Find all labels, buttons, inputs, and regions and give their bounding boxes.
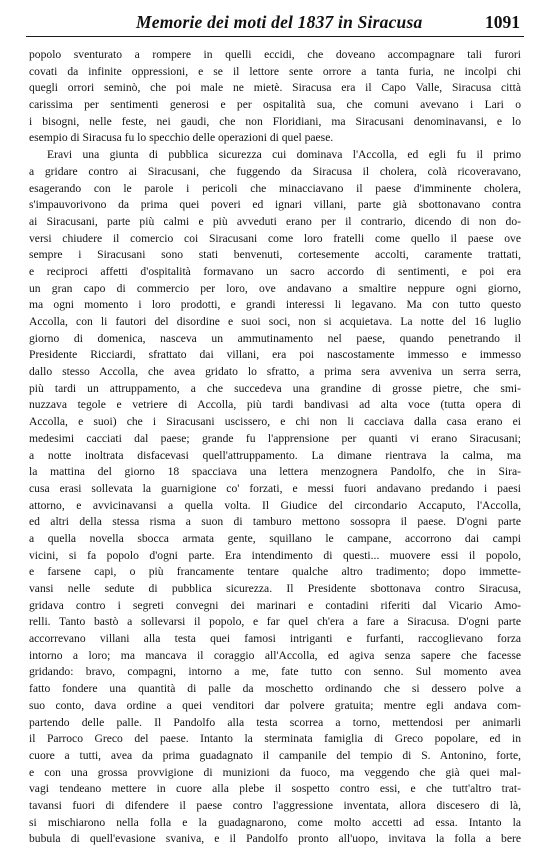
text-line: giorno di domenica, nasceva un ammutinamento nel paese, quando penetrando il xyxy=(29,331,521,345)
text-line: si mischiarono nella folla e la guadagnarono, come molto accetti ad essa. Intanto la xyxy=(29,815,521,829)
text-line: a quella novella sbocca armata gente, squillano le campane, accorrono dai campi xyxy=(29,531,521,545)
text-line: fatto fondere una quantità di palle da moschetto ordinando che si dessero polve a xyxy=(29,682,521,696)
text-line: relli. Tanto bastò a sollevarsi il popolo, e far quel ch'era a fare a Siracusa. D'ogni parte xyxy=(29,615,521,629)
text-line: la mattina del giorno 18 spacciava una lettera menzognera Pandolfo, che in Sira- xyxy=(29,465,521,479)
text-line: s'impauvorivono da prima quei poveri ed ignari villani, parte già sbottonavano contra xyxy=(29,198,521,212)
text-line: un gran capo di commercio per loro, ove andavano a smaltire neppure ogni giorno, xyxy=(29,281,521,295)
text-line: bubula di quell'evasione svaniva, e il Pandolfo pronto all'uopo, invitava la folla a bere xyxy=(29,832,521,846)
text-line: Accolla, e suoi) che i Siracusani uscissero, e chi non li cacciava dalla casa erano ei xyxy=(29,415,521,429)
text-line: attorno, e avvicinavansi a quella volta. Il Giudice del circondario Accaputo, l'Accolla, xyxy=(29,498,521,512)
text-line: a notte inoltrata disfacevasi quell'attruppamento. La dimane rientrava la calma, ma xyxy=(29,448,521,462)
text-line: tavansi fuori di difendere il paese contro l'aggressione inventata, allora discesero di là, xyxy=(29,798,521,812)
paragraph-first-line: Eravi una giunta di pubblica sicurezza cui dominava l'Accolla, ed egli fu il primo xyxy=(47,148,521,162)
text-line: più tardi un attruppamento, a che succedeva una grandine di grosse pietre, che smi- xyxy=(29,381,521,395)
text-line: nuzzava tegole e vetriere di Accolla, più tardi bandivasi ad alta voce (tutta opera di xyxy=(29,398,521,412)
running-title: Memorie dei moti del 1837 in Siracusa xyxy=(136,12,423,32)
text-line: gridava contro i segreti convegni dei marinari e contadini riferiti dal Vicario Amo- xyxy=(29,598,521,612)
text-line: e reciproci affetti d'ospitalità formavano un sacro accordo di sentimenti, e poi era xyxy=(29,264,521,278)
text-line: gridando: bravo, compagni, intorno a me, fate tutto con senno. Sul momento avea xyxy=(29,665,521,679)
text-line: cusa erasi sollevata la guarnigione co' forzati, e messi fuori andavano predando i paesi xyxy=(29,481,521,495)
text-line: esempio di Siracusa fu lo specchio delle operazioni di quel paese. xyxy=(29,131,334,145)
text-line: vansi nelle sedute di pubblica sicurezza. Il Presidente sbottonava contro Siracusa, xyxy=(29,582,521,595)
text-line: ed altri della stessa risma a suon di tamburo mettono sossopra il paese. D'ogni parte xyxy=(29,515,521,529)
page-header xyxy=(26,8,524,37)
text-line: cuore a tutti, avea da prima guadagnato il campanile del tempio di S. Antonino, forte, xyxy=(29,748,521,762)
text-line: quegli orrori seminò, che poi male ne mietè. Siracusa era il Capo Valle, Siracusa città xyxy=(29,81,521,95)
text-line: Accolla, con li fautori del disordine e suoi soci, non si acquietava. La notte del 16 luglio xyxy=(29,315,521,328)
text-line: vagi tendeano mettere in cuore alla plebe il sospetto contro essi, e che tutt'altro trat- xyxy=(29,782,521,796)
text-line: dallo stesso Accolla, che avea gridato lo sfratto, a prima sera avveniva un serra serra, xyxy=(29,365,521,379)
text-line: carissima per sentimenti generosi e per ospitalità sua, che comuni avevano i Lari o xyxy=(29,98,521,112)
body-text xyxy=(29,47,521,848)
text-line: e con una grossa provvigione di munizioni da fuoco, ma veggendo che già quei mal- xyxy=(29,765,521,779)
text-line: accorrevano villani alla testa quei famosi intriganti e furfanti, raccoglievano forza xyxy=(29,632,521,646)
text-line: a gridare contro ai Siracusani, che fuggendo da Siracusa il cholera, colà ricoveravano, xyxy=(29,164,521,178)
text-line: Presidente Ricciardi, sfrattato dai villani, era poi nascostamente immesso e immesso xyxy=(29,348,521,362)
text-line: popolo sventurato a rompere in quelli eccidi, che doveano accompagnare tali furori xyxy=(29,48,521,61)
text-line: intorno a loro; ma mancava il coraggio all'Accolla, ed agiva senza sapere che facesse xyxy=(29,648,521,662)
text-line: suo conto, dava ordine a quei venditori dar polvere gratuita; mentre egli andava com- xyxy=(29,698,521,712)
text-line: ma ogni momento i loro prodotti, e grandi interessi li legavano. Ma con tutto questo xyxy=(29,298,521,312)
text-line: vicini, si fa popolo d'ogni parte. Era intendimento di questi... muovere essi il popolo, xyxy=(29,548,521,562)
text-line: i bisogni, nelle feste, nei gaudi, che non Floridiani, ma Siracusani denominavansi, e lo xyxy=(29,114,521,128)
text-line: medesimi cacciati dal paese; grande fu l'apprensione per quanti vi erano Siracusani; xyxy=(29,431,521,445)
text-line: e farsene capi, o più francamente tentare qualche altro tradimento; dopo immette- xyxy=(29,565,521,579)
text-line: partendo delle palle. Il Pandolfo alla testa scorrea a torno, mettendosi per animarli xyxy=(29,715,521,729)
text-line: sempre i Siracusani sono stati benvenuti, cortesemente accolti, caramente trattati, xyxy=(29,248,521,262)
text-line: ai Siracusani, parte più calmi e più avveduti erano per il contrario, dicendo di non do- xyxy=(29,214,521,228)
text-line: covati da infinite oppressioni, e se il lettore sente orrore a tanta furia, ne incolpi chi xyxy=(29,64,521,78)
text-line: versi chiudere il comercio coi Siracusani come loro fratelli come quello il paese ove xyxy=(29,231,521,245)
page-number: 1091 xyxy=(485,12,520,32)
text-line: il Parroco Greco del paese. Intanto la sterminata famiglia di Greco popolare, ed in xyxy=(29,732,521,746)
text-line: esagerando con le parole i pericoli che minacciavano il paese d'imminente cholera, xyxy=(29,181,521,195)
